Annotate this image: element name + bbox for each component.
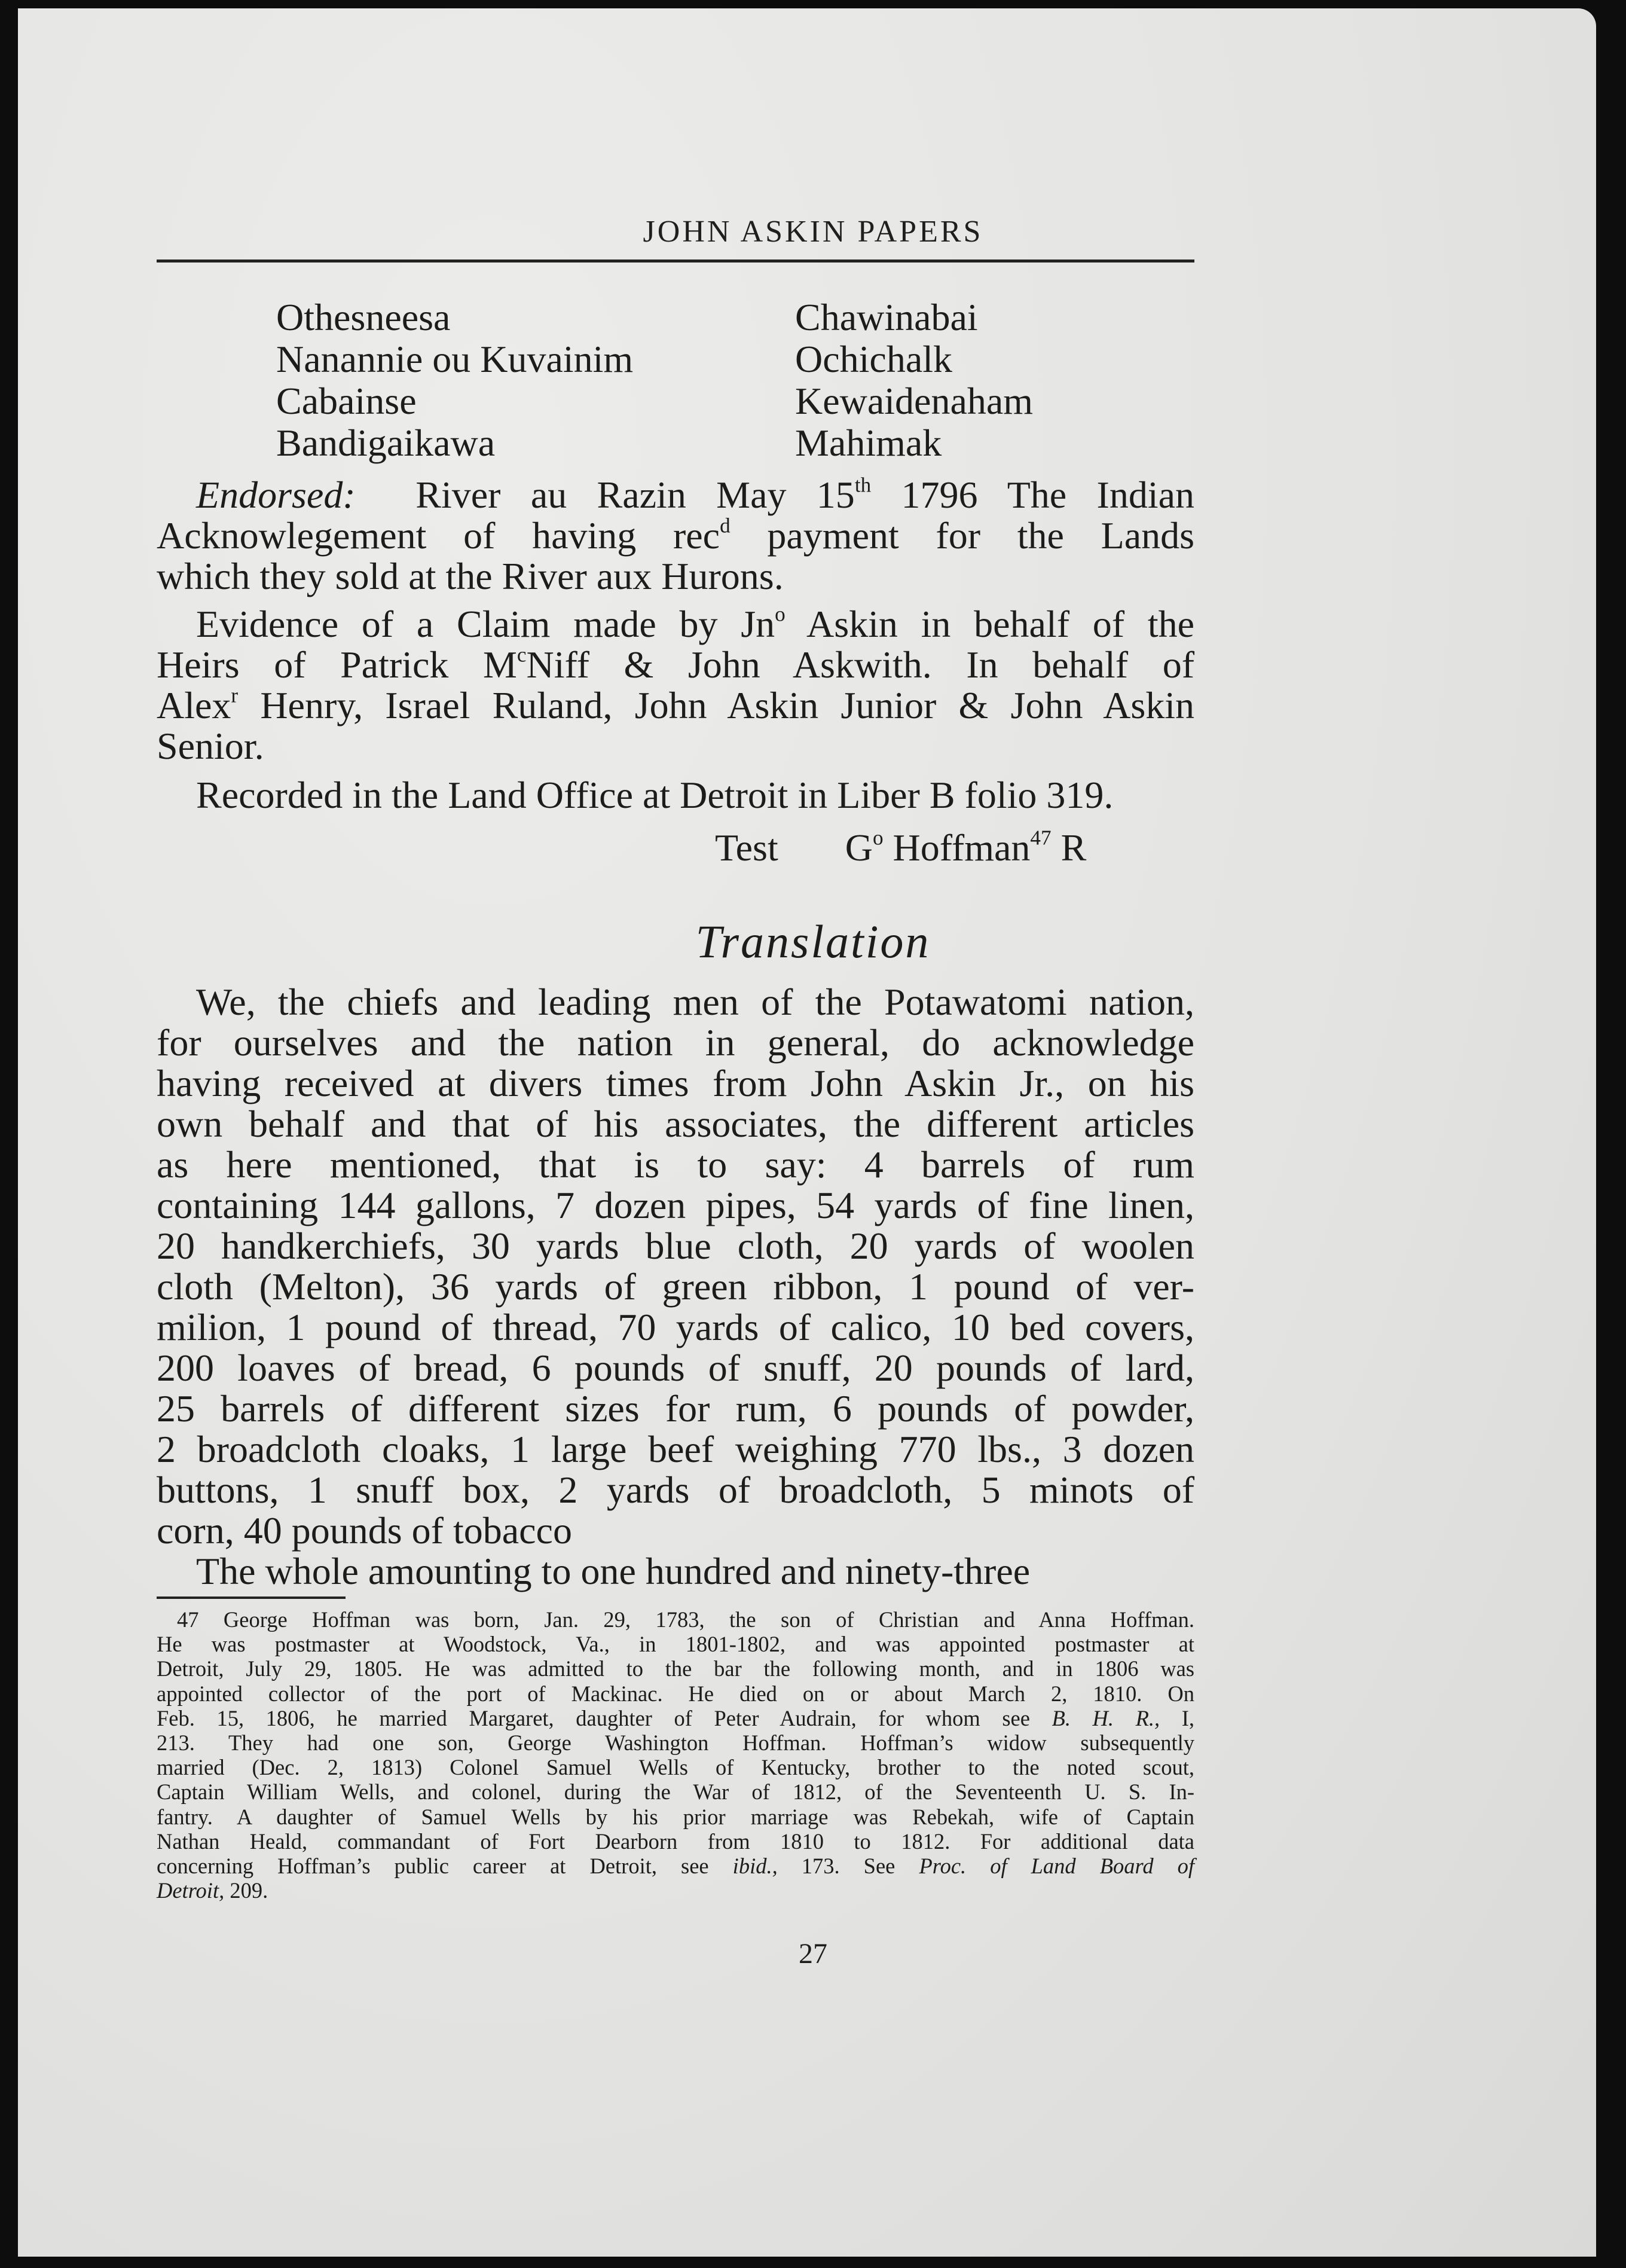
translation-line: having received at divers times from John Askin Jr., on his xyxy=(157,1062,1194,1104)
translation-heading: Translation xyxy=(695,915,931,967)
name-item: Chawinabai xyxy=(795,296,978,338)
evidence-paragraph: Evidence of a Claim made by Jn$^o$ Askin in behalf of the Heirs of Patrick $M^cNiff$ & John Askwith. In behalf of Alex$^r$ Henry, Israel Ruland, John Askin Junior & John Askin Senior. xyxy=(157,602,1195,767)
name-item: Othesneesa xyxy=(276,296,451,338)
translation-line: buttons, 1 snuff box, 2 yards of broadcloth, 5 minots of xyxy=(157,1469,1194,1511)
translation-line: cloth (Melton), 36 yards of green ribbon, 1 pound of ver- xyxy=(157,1265,1194,1308)
footnote-line: 213. They had one son, George Washington Hoffman. Hoffman’s widow subsequently xyxy=(157,1730,1194,1756)
translation-line: milion, 1 pound of thread, 70 yards of calico, 10 bed covers, xyxy=(157,1306,1194,1348)
footnote-line: appointed collector of the port of Mackinac. He died on or about March 2, 1810. On xyxy=(157,1681,1194,1706)
names-right-column xyxy=(795,297,1033,464)
translation-line: for ourselves and the nation in general, do acknowledge xyxy=(157,1021,1194,1064)
footnote-line: concerning Hoffman’s public career at Detroit, see ibid., 173. See Proc. of Land Board of xyxy=(157,1854,1195,1879)
footnote-line: Captain William Wells, and colonel, during the War of 1812, of the Seventeenth U. S. In- xyxy=(157,1779,1194,1805)
footnote-rule xyxy=(157,1597,346,1599)
translation-line: 20 handkerchiefs, 30 yards blue cloth, 20 yards of woolen xyxy=(157,1225,1194,1267)
footnote-line: Nathan Heald, commandant of Fort Dearborn from 1810 to 1812. For additional data xyxy=(157,1829,1194,1854)
name-item: Ochichalk xyxy=(795,338,952,380)
name-item: Mahimak xyxy=(795,422,942,464)
header-rule xyxy=(157,260,1194,262)
translation-last-line: The whole amounting to one hundred and ninety-three xyxy=(196,1550,1031,1592)
translation-line: own behalf and that of his associates, the different articles xyxy=(157,1103,1194,1145)
footnote-line: Feb. 15, 1806, he married Margaret, daughter of Peter Audrain, for whom see B. H. R., I, xyxy=(157,1705,1194,1730)
translation-line: as here mentioned, that is to say: 4 barrels of rum xyxy=(157,1143,1194,1186)
translation-line: 200 loaves of bread, 6 pounds of snuff, 20 pounds of lard, xyxy=(157,1347,1194,1389)
translation-line: 2 broadcloth cloaks, 1 large beef weighing 770 lbs., 3 dozen xyxy=(157,1428,1194,1470)
footnote-line: Detroit, July 29, 1805. He was admitted to the bar the following month, and in 1806 was xyxy=(157,1656,1194,1681)
endorsed-label: Endorsed: xyxy=(196,474,356,516)
test-signature-line: Test $G^o$ Hoffman$^{47}$ R xyxy=(715,826,1087,869)
translation-line: corn, 40 pounds of tobacco xyxy=(157,1509,572,1552)
name-item: Bandigaikawa xyxy=(276,422,496,464)
name-item: Cabainse xyxy=(276,380,417,422)
translation-line: We, the chiefs and leading men of the Potawatomi nation, xyxy=(196,981,1194,1023)
recorded-line: Recorded in the Land Office at Detroit in Liber B folio 319. xyxy=(196,774,1114,816)
page-number: 27 xyxy=(799,1938,827,1970)
footnote-line: married (Dec. 2, 1813) Colonel Samuel Wells of Kentucky, brother to the noted scout, xyxy=(157,1755,1194,1780)
running-header: JOHN ASKIN PAPERS xyxy=(643,215,983,249)
translation-line: containing 144 gallons, 7 dozen pipes, 54 yards of fine linen, xyxy=(157,1184,1194,1226)
footnote-line: 47 George Hoffman was born, Jan. 29, 1783, the son of Christian and Anna Hoffman. xyxy=(177,1607,1194,1632)
footnote-47 xyxy=(157,1607,1194,1903)
translation-line: 25 barrels of different sizes for rum, 6 pounds of powder, xyxy=(157,1387,1194,1430)
footnote-line: He was postmaster at Woodstock, Va., in 1801-1802, and was appointed postmaster at xyxy=(157,1632,1194,1657)
name-item: Nanannie ou Kuvainim xyxy=(276,338,634,380)
footnote-line: fantry. A daughter of Samuel Wells by his prior marriage was Rebekah, wife of Captain xyxy=(157,1804,1194,1829)
translation-body xyxy=(157,982,1194,1551)
endorsed-paragraph: Endorsed: River au Razin May 15th 1796 The Indian Acknowlegement of having rec$^d$ payment for the Lands which they sold at the River aux Hurons. xyxy=(157,473,1195,597)
footnote-line: Detroit, 209. xyxy=(157,1878,268,1903)
names-left-column xyxy=(276,297,633,464)
name-item: Kewaidenaham xyxy=(795,380,1034,422)
